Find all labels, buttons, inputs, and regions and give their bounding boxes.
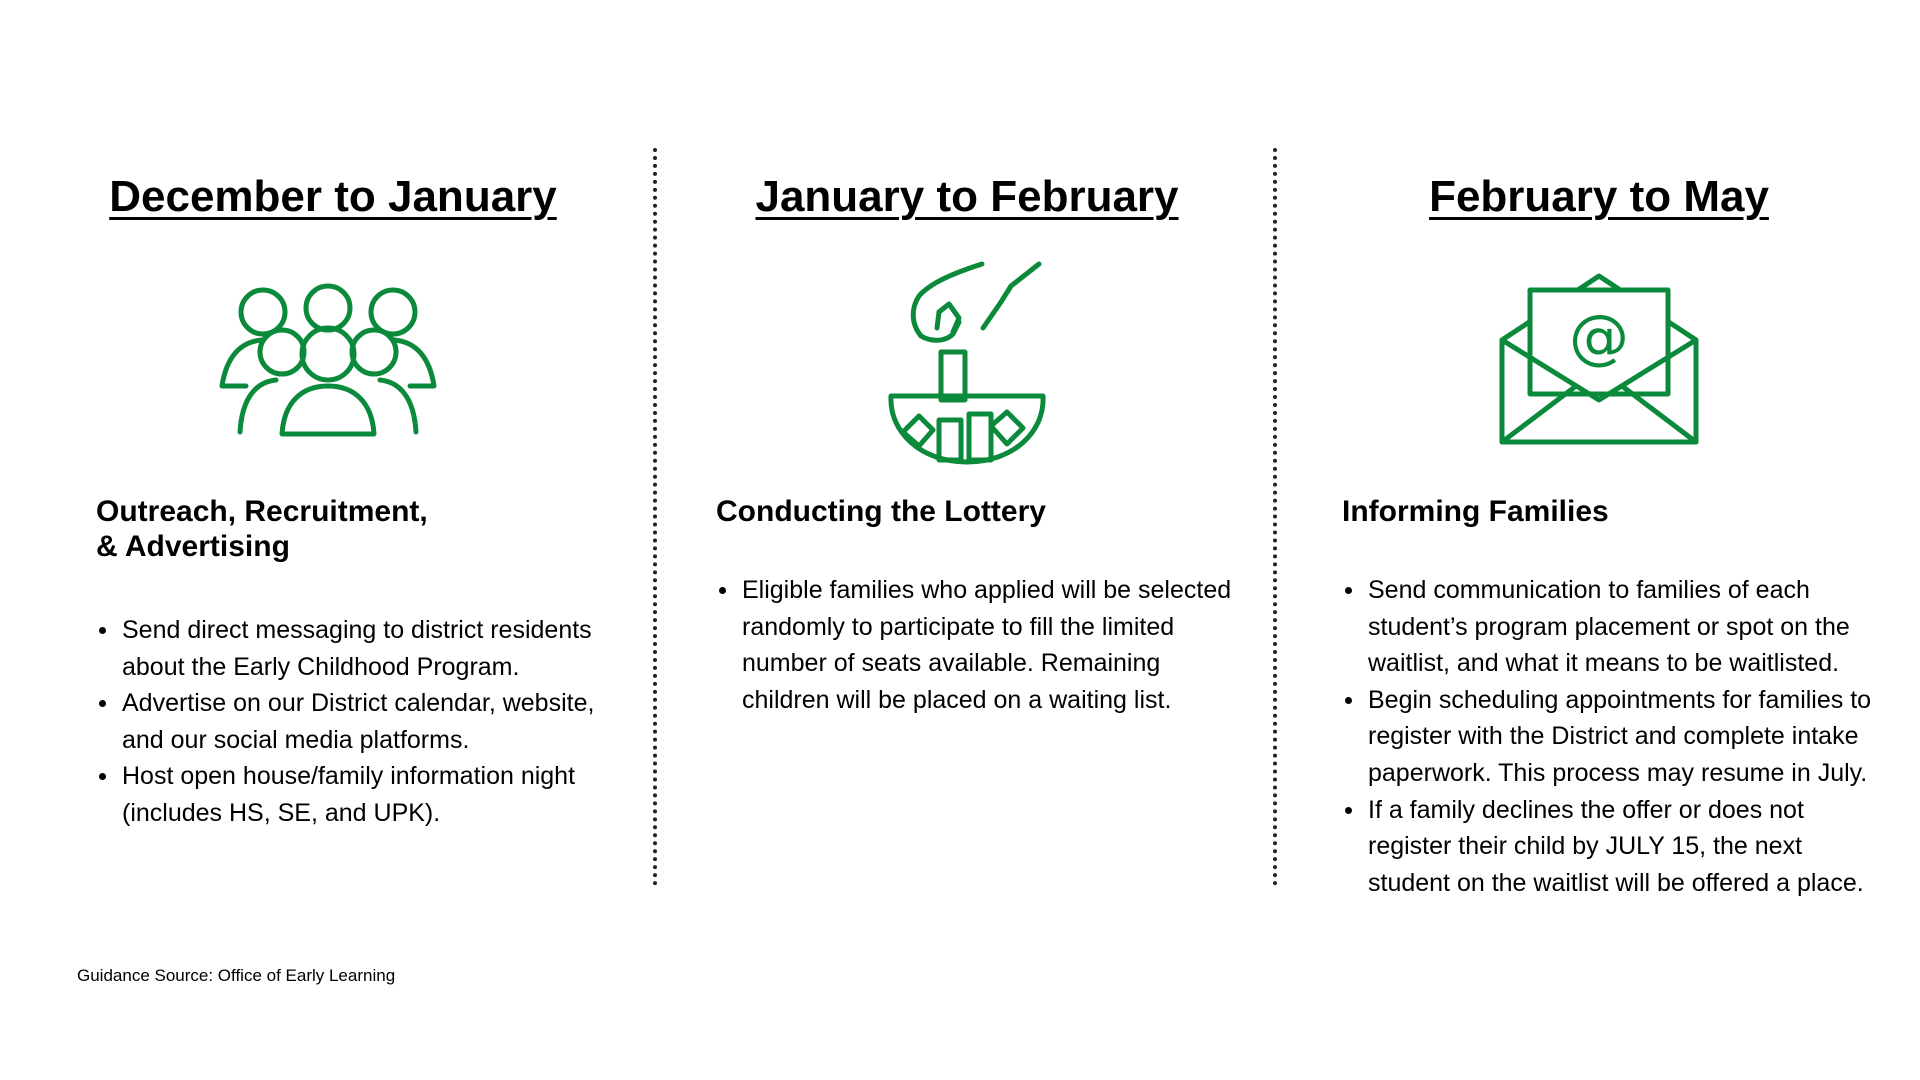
column-subheading [1342, 494, 1902, 529]
column-subheading [716, 494, 1256, 529]
people-group-icon [218, 282, 438, 442]
subheading-line: Outreach, Recruitment, [96, 495, 428, 528]
column-december-to-january [0, 0, 656, 1080]
subheading-line: & Advertising [96, 530, 290, 563]
column-subheading [96, 494, 616, 564]
bullet-item: Send direct messaging to district residents about the Early Childhood Program. [96, 612, 626, 685]
column-title: February to May [1429, 172, 1769, 221]
dotted-divider [1273, 148, 1277, 886]
email-envelope-icon [1496, 272, 1702, 452]
bullet-item: Send communication to families of each student’s program placement or spot on the waitlist, and what it means to be waitlisted. [1342, 572, 1888, 682]
column-title: December to January [109, 172, 557, 221]
column-january-to-february [656, 0, 1278, 1080]
bullet-list [96, 612, 626, 832]
column-february-to-may [1278, 0, 1920, 1080]
subheading-line: Informing Families [1342, 495, 1609, 528]
lottery-bowl-icon [887, 256, 1047, 468]
subheading-line: Conducting the Lottery [716, 495, 1046, 528]
svg-text:@: @ [1569, 302, 1629, 372]
guidance-source: Guidance Source: Office of Early Learning [77, 966, 396, 985]
bullet-list [1342, 572, 1888, 901]
bullet-item: If a family declines the offer or does not register their child by JULY 15, the next student on the waitlist will be offered a place. [1342, 792, 1888, 902]
bullet-item: Host open house/family information night (includes HS, SE, and UPK). [96, 758, 626, 831]
bullet-item: Advertise on our District calendar, website, and our social media platforms. [96, 685, 626, 758]
bullet-item: Eligible families who applied will be selected randomly to participate to fill the limited number of seats available. Remaining children will be placed on a waiting list. [716, 572, 1236, 718]
bullet-item: Begin scheduling appointments for families to register with the District and complete intake paperwork. This process may resume in July. [1342, 682, 1888, 792]
bullet-list [716, 572, 1236, 718]
column-title: January to February [755, 172, 1179, 221]
